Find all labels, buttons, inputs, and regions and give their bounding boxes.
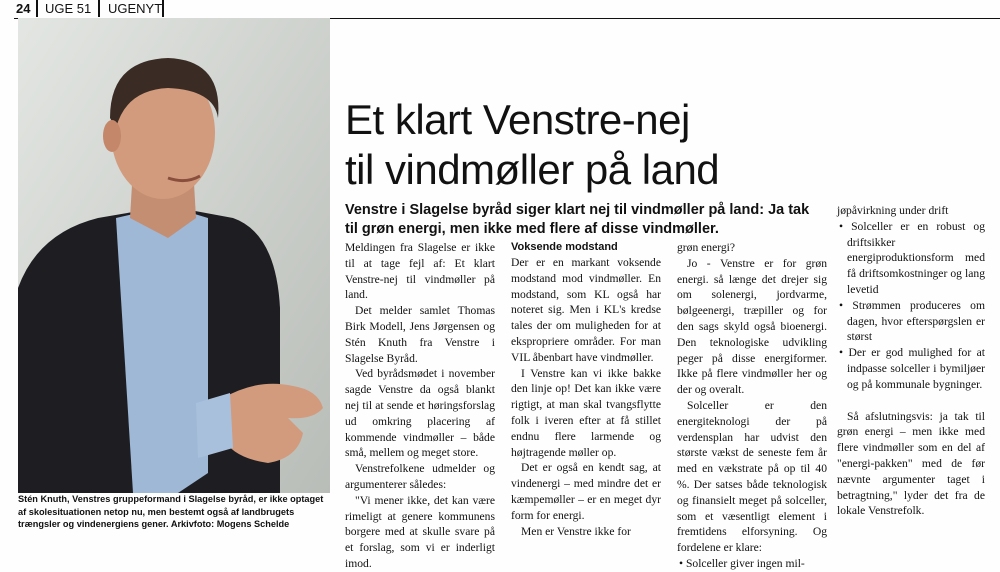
- title-line: til vindmøller på land: [345, 146, 720, 193]
- week-label: UGE 51: [45, 1, 92, 16]
- paragraph: jøpåvirkning under drift: [837, 204, 949, 217]
- list-item: • Strømmen produceres om dagen, hvor efterspørgslen er størst: [837, 298, 985, 345]
- header-divider: [162, 0, 164, 17]
- bullet-list: [677, 556, 827, 572]
- paragraph: Det melder samlet Thomas Birk Modell, Jens Jørgensen og Stén Knuth fra Venstre i Slagelse Byråd.: [345, 304, 495, 365]
- portrait-illustration: [18, 18, 330, 493]
- header-divider: [36, 0, 38, 17]
- list-item: • Der er god mulighed for at indpasse solceller i bymiljøer og på kommunale bygninger.: [837, 345, 985, 392]
- paragraph: Solceller er den energiteknologi der på verdensplan har udvist den største vækst de seneste fem år med en vækstrate på op til 40 %. Der satses både teknologisk og finansielt meget på solceller, som et væsentligt element i fremtidens elforsyning. Og fordelene er klare:: [677, 398, 827, 555]
- paragraph: grøn energi?: [677, 241, 736, 254]
- paragraph: Det er også en kendt sag, at vindenergi – med mindre det er kæmpemøller – er en meget dyr form for energi.: [511, 461, 661, 522]
- paragraph: Jo - Venstre er for grøn energi. så længe det drejer sig om solenergi, jordvarme, bølgeenergi, træpiller og for den sags skyld også bioenergi. Den teknologiske udvikling peger på disse energiformer. Ikke på flere vindmøller her og der og overalt.: [677, 256, 827, 397]
- paragraph: "Vi mener ikke, det kan være rimeligt at genere kommunens borgere med at skulle svare på et forslag, som vi er inderligt imod.: [345, 493, 495, 570]
- paragraph: Så afslutningsvis: ja tak til grøn energi – men ikke med flere vindmøller som en del af "energi-pakken" med de før nævnte argumenter taget i betragtning," lyder det fra de lokale Venstrefolk.: [837, 409, 985, 518]
- bullet-list: [837, 219, 985, 393]
- list-item: • Solceller er en robust og driftsikker energiproduktionsform med få driftsomkostninger og lang levetid: [837, 219, 985, 298]
- paragraph: Venstrefolkene udmelder og argumenterer således:: [345, 462, 495, 491]
- title-line: Et klart Venstre-nej: [345, 96, 690, 143]
- subheading: Voksende modstand: [511, 241, 618, 253]
- paragraph: Der er en markant voksende modstand mod vindmøller. En modstand, som KL også har noteret sig. Men i KL's kredse tales der om muligheden for at ekspropriere områder. For man VIL åbenbart have vindmøller.: [511, 256, 661, 364]
- page-number: 24: [16, 1, 31, 16]
- paragraph: Ved byrådsmødet i november sagde Venstre da også blankt nej til at sende et høringsforslag ud omkring placering af kommende vindmøller – både små, mellem og meget store.: [345, 367, 495, 460]
- article-title: [345, 95, 965, 195]
- article-column-4: [837, 203, 985, 519]
- photo-caption: Stén Knuth, Venstres gruppeformand i Slagelse byråd, er ikke optaget af skolesituationen netop nu, men bestemt også af landbrugets trængsler og vindenergiens gener. Arkivfoto: Mogens Schelde: [18, 494, 324, 529]
- header-divider: [98, 0, 100, 17]
- page-header: [14, 0, 1000, 19]
- article-photo: [18, 18, 330, 493]
- section-label: UGENYT: [108, 1, 163, 16]
- article-column-1: [345, 240, 495, 572]
- article-column-3: [677, 240, 827, 572]
- list-item: • Solceller giver ingen mil-: [677, 556, 827, 572]
- article-column-2: [511, 240, 661, 539]
- paragraph: Men er Venstre ikke for: [521, 524, 631, 538]
- paragraph: Meldingen fra Slagelse er ikke til at tage fejl af: Et klart Venstre-nej til vindmøller på land.: [345, 241, 495, 302]
- article-lead: Venstre i Slagelse byråd siger klart nej til vindmøller på land: Ja tak til grøn energi, men ikke med flere af disse vindmøller.: [345, 202, 810, 237]
- paragraph: I Venstre kan vi ikke bakke den linje op! Det kan ikke være rigtigt, at man skal tvangsflytte folk i iveren efter at få stillet endnu flere larmende og højtragende møller op.: [511, 366, 661, 459]
